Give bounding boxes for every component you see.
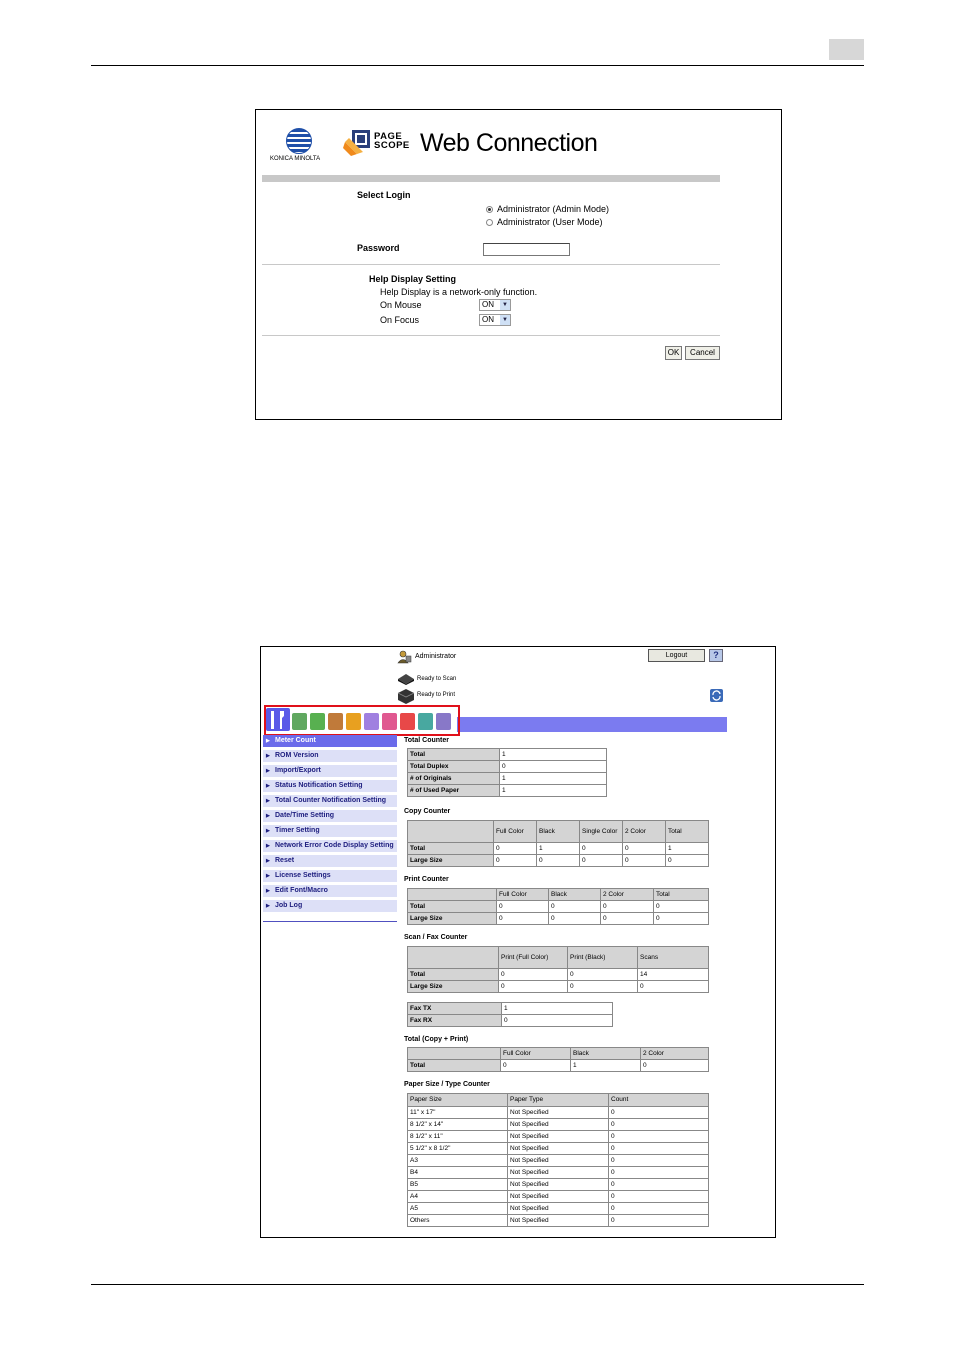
fax-counter-table (407, 1002, 613, 1027)
cell: 0 (549, 913, 601, 925)
scan-fax-counter-table (407, 946, 709, 993)
sidebar-item-edit-font-macro[interactable]: ▶ Edit Font/Macro (263, 885, 397, 900)
cell: 0 (609, 1155, 709, 1167)
chevron-down-icon[interactable]: ▼ (500, 300, 510, 310)
cell: Not Specified (508, 1191, 609, 1203)
header-cell: Count (609, 1094, 709, 1107)
header-cell (408, 821, 494, 843)
cell: 0 (499, 981, 568, 993)
table-row (408, 1094, 709, 1107)
sidebar-item-job-log[interactable]: ▶ Job Log (263, 900, 397, 915)
on-focus-label: On Focus (380, 315, 420, 325)
cell: 0 (623, 843, 666, 855)
login-screenshot (255, 109, 782, 420)
header-cell: Black (549, 889, 601, 901)
cell: 0 (654, 913, 709, 925)
cell: 1 (537, 843, 580, 855)
header-cell: Paper Size (408, 1094, 508, 1107)
cell: 5 1/2" x 8 1/2" (408, 1143, 508, 1155)
help-display-title: Help Display Setting (369, 274, 457, 284)
on-mouse-select[interactable] (479, 299, 511, 311)
cell: 0 (609, 1167, 709, 1179)
cell: Not Specified (508, 1179, 609, 1191)
konica-minolta-globe-icon (286, 128, 312, 154)
cell: Not Specified (508, 1203, 609, 1215)
cell: 0 (609, 1143, 709, 1155)
cell: 0 (609, 1203, 709, 1215)
sidebar-item-meter-count[interactable]: ▶ Meter Count (263, 735, 397, 750)
page-number-box (829, 39, 864, 60)
table-row (408, 821, 709, 843)
cell: 1 (666, 843, 709, 855)
printer-icon (397, 688, 415, 704)
cell: A4 (408, 1191, 508, 1203)
radio-user-mode-label: Administrator (User Mode) (497, 217, 603, 227)
cell: 0 (497, 901, 549, 913)
highlight-box (264, 705, 460, 736)
scan-status: Ready to Scan (417, 676, 457, 682)
cell: 0 (580, 843, 623, 855)
pagescope-wordmark (374, 132, 410, 150)
row-value: 1 (500, 749, 607, 761)
cell: 0 (601, 913, 654, 925)
header-cell: Total (654, 889, 709, 901)
footer-rule (91, 1284, 864, 1285)
cancel-button[interactable]: Cancel (685, 346, 720, 360)
row-value: 1 (500, 785, 607, 797)
sidebar-item-network-error-code[interactable]: ▶ Network Error Code Display Setting (263, 840, 397, 855)
row-label: Fax TX (408, 1003, 502, 1015)
table-row (408, 1119, 709, 1131)
konica-minolta-logo (270, 128, 330, 164)
row-label: Total (408, 901, 497, 913)
sidebar-item-reset[interactable]: ▶ Reset (263, 855, 397, 870)
pagescope-line2: SCOPE (374, 140, 410, 151)
table-row (408, 1155, 709, 1167)
table-row (408, 1003, 613, 1015)
sidebar-item-rom-version[interactable]: ▶ ROM Version (263, 750, 397, 765)
header-cell: Full Color (494, 821, 537, 843)
sidebar-item-timer[interactable]: ▶ Timer Setting (263, 825, 397, 840)
on-focus-select[interactable] (479, 314, 511, 326)
scan-fax-counter-title: Scan / Fax Counter (404, 934, 468, 941)
cell: 0 (609, 1179, 709, 1191)
cell: 0 (497, 913, 549, 925)
cell: 0 (549, 901, 601, 913)
cell: Others (408, 1215, 508, 1227)
table-row (408, 913, 709, 925)
table-row (408, 1060, 709, 1072)
header-cell (408, 1048, 501, 1060)
cell: 8 1/2" x 11" (408, 1131, 508, 1143)
total-copy-print-title: Total (Copy + Print) (404, 1036, 469, 1043)
table-row (408, 1048, 709, 1060)
password-label: Password (357, 243, 400, 253)
on-mouse-label: On Mouse (380, 300, 422, 310)
separator (262, 264, 720, 265)
scanner-icon (397, 673, 415, 685)
row-label: Large Size (408, 981, 499, 993)
table-row (408, 1107, 709, 1119)
cell: 0 (623, 855, 666, 867)
cell: 14 (638, 969, 709, 981)
on-focus-value: ON (482, 315, 494, 324)
header-cell (408, 889, 497, 901)
table-row (408, 901, 709, 913)
select-login-label: Select Login (357, 190, 411, 200)
row-label: Large Size (408, 913, 497, 925)
cell: 0 (609, 1131, 709, 1143)
cell: 0 (609, 1191, 709, 1203)
cell: A5 (408, 1203, 508, 1215)
cell: 0 (494, 843, 537, 855)
radio-selected-icon[interactable] (486, 206, 493, 213)
row-label: Total (408, 749, 500, 761)
total-counter-table (407, 748, 607, 797)
cell: Not Specified (508, 1107, 609, 1119)
cell: 8 1/2" x 14" (408, 1119, 508, 1131)
row-label: # of Originals (408, 773, 500, 785)
header-cell: Scans (638, 947, 709, 969)
table-row (408, 1203, 709, 1215)
header-cell: 2 Color (623, 821, 666, 843)
row-label: Total (408, 1060, 501, 1072)
table-row (408, 889, 709, 901)
cell: 0 (601, 901, 654, 913)
table-row (408, 843, 709, 855)
paper-counter-title: Paper Size / Type Counter (404, 1081, 490, 1088)
cell: 0 (580, 855, 623, 867)
chevron-down-icon[interactable]: ▼ (500, 315, 510, 325)
cell: 0 (609, 1215, 709, 1227)
row-label: Total (408, 969, 499, 981)
cell: 0 (654, 901, 709, 913)
table-row (408, 1215, 709, 1227)
sidebar-menu (263, 735, 397, 922)
header-rule (91, 65, 864, 66)
table-row (408, 773, 607, 785)
table-row (408, 1191, 709, 1203)
header-cell: 2 Color (641, 1048, 709, 1060)
sidebar-item-date-time[interactable]: ▶ Date/Time Setting (263, 810, 397, 825)
radio-unselected-icon[interactable] (486, 219, 493, 226)
row-value: 0 (500, 761, 607, 773)
cell: 0 (641, 1060, 709, 1072)
cell: Not Specified (508, 1143, 609, 1155)
cell: Not Specified (508, 1155, 609, 1167)
cell: 0 (499, 969, 568, 981)
pagescope-line1: PAGE (374, 131, 403, 142)
header-cell: Full Color (501, 1048, 571, 1060)
radio-admin-mode[interactable] (486, 204, 609, 214)
paper-counter-table (407, 1093, 709, 1227)
menu-divider (263, 921, 397, 922)
cell: B5 (408, 1179, 508, 1191)
table-row (408, 855, 709, 867)
total-counter-title: Total Counter (404, 737, 449, 744)
logout-button[interactable]: Logout (648, 649, 705, 662)
table-row (408, 1143, 709, 1155)
header-cell: Single Color (580, 821, 623, 843)
sidebar-item-license-settings[interactable]: ▶ License Settings (263, 870, 397, 885)
copy-counter-title: Copy Counter (404, 808, 451, 815)
admin-screenshot (260, 646, 776, 1238)
cell: 0 (537, 855, 580, 867)
cell: Not Specified (508, 1131, 609, 1143)
header-cell: Full Color (497, 889, 549, 901)
cell: Not Specified (508, 1167, 609, 1179)
cell: 0 (609, 1107, 709, 1119)
cell: 0 (501, 1060, 571, 1072)
copy-counter-table (407, 820, 709, 867)
cell: 0 (666, 855, 709, 867)
pagescope-logo-icon (343, 128, 373, 158)
cell: A3 (408, 1155, 508, 1167)
cell: B4 (408, 1167, 508, 1179)
table-row (408, 1015, 613, 1027)
table-row (408, 761, 607, 773)
cell: 1 (571, 1060, 641, 1072)
sidebar-item-status-notification[interactable]: ▶ Status Notification Setting (263, 780, 397, 795)
on-mouse-value: ON (482, 300, 494, 309)
print-counter-table (407, 888, 709, 925)
table-row (408, 969, 709, 981)
table-row (408, 785, 607, 797)
sidebar-item-total-counter-notification[interactable]: ▶ Total Counter Notification Setting (263, 795, 397, 810)
row-label: Total (408, 843, 494, 855)
row-label: # of Used Paper (408, 785, 500, 797)
user-name: Administrator (415, 653, 457, 660)
table-row (408, 1179, 709, 1191)
header-cell: Total (666, 821, 709, 843)
cell: 0 (568, 969, 638, 981)
cell: Not Specified (508, 1119, 609, 1131)
brand-text: KONICA MINOLTA (270, 156, 321, 162)
row-label: Large Size (408, 855, 494, 867)
sidebar-item-import-export[interactable]: ▶ Import/Export (263, 765, 397, 780)
table-row (408, 1167, 709, 1179)
refresh-icon[interactable] (710, 689, 723, 702)
ok-button[interactable]: OK (665, 346, 682, 360)
cell: 0 (638, 981, 709, 993)
cell: 0 (568, 981, 638, 993)
table-row (408, 749, 607, 761)
print-counter-title: Print Counter (404, 876, 449, 883)
row-value: 1 (502, 1003, 613, 1015)
row-label: Total Duplex (408, 761, 500, 773)
cell: 0 (609, 1119, 709, 1131)
product-title: Web Connection (420, 129, 598, 157)
cell: 11" x 17" (408, 1107, 508, 1119)
header-gray-bar (262, 175, 720, 182)
cell: Not Specified (508, 1215, 609, 1227)
separator (262, 335, 720, 336)
table-row (408, 947, 709, 969)
total-copy-print-table (407, 1047, 709, 1072)
radio-admin-mode-label: Administrator (Admin Mode) (497, 204, 610, 214)
print-status: Ready to Print (417, 692, 456, 698)
header-cell: Print (Black) (568, 947, 638, 969)
row-value: 0 (502, 1015, 613, 1027)
header-cell: Paper Type (508, 1094, 609, 1107)
cell: 0 (494, 855, 537, 867)
header-cell: Print (Full Color) (499, 947, 568, 969)
help-button[interactable]: ? (709, 649, 723, 662)
help-display-desc: Help Display is a network-only function. (380, 287, 538, 297)
administrator-icon (397, 650, 413, 664)
password-input[interactable] (483, 243, 570, 256)
title-bar (457, 717, 727, 732)
table-row (408, 981, 709, 993)
row-value: 1 (500, 773, 607, 785)
table-row (408, 1131, 709, 1143)
header-cell: Black (571, 1048, 641, 1060)
header-cell: Black (537, 821, 580, 843)
header-cell (408, 947, 499, 969)
radio-user-mode[interactable] (486, 217, 603, 227)
row-label: Fax RX (408, 1015, 502, 1027)
header-cell: 2 Color (601, 889, 654, 901)
